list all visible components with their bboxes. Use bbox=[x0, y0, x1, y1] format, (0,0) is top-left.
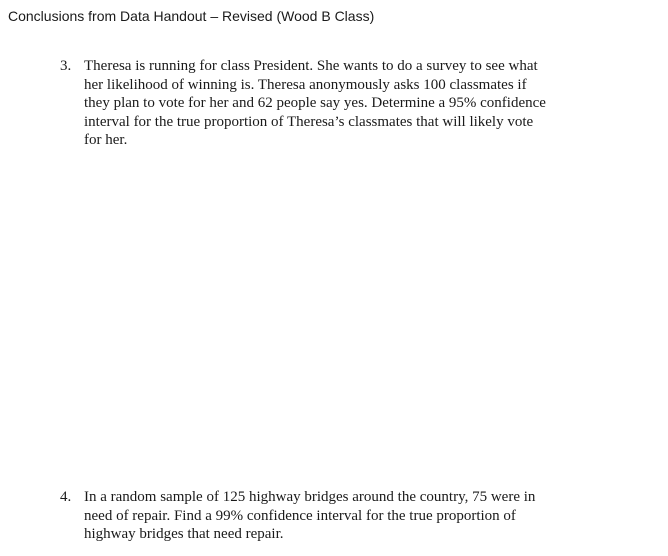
question-text-line: interval for the true proportion of Theresa’s classmates that will likely vote bbox=[84, 113, 534, 130]
question-text-line: In a random sample of 125 highway bridges around the country, 75 were in bbox=[84, 489, 536, 505]
question-text bbox=[84, 57, 614, 150]
question-text-line: her likelihood of winning is. Theresa anonymously asks 100 classmates if bbox=[84, 76, 527, 93]
question-text-line: for her. bbox=[84, 132, 128, 148]
question-number: 3. bbox=[60, 58, 72, 74]
question-text-line: highway bridges that need repair. bbox=[84, 526, 284, 542]
question-text-line: they plan to vote for her and 62 people say yes. Determine a 95% confidence bbox=[84, 95, 546, 111]
question-3 bbox=[60, 57, 620, 150]
question-4 bbox=[60, 488, 620, 544]
question-text-line: need of repair. Find a 99% confidence interval for the true proportion of bbox=[84, 507, 516, 524]
question-text-line: Theresa is running for class President. She wants to do a survey to see what bbox=[84, 58, 538, 74]
page-title: Conclusions from Data Handout – Revised (Wood B Class) bbox=[8, 8, 375, 24]
question-number: 4. bbox=[60, 489, 72, 505]
question-text bbox=[84, 488, 614, 544]
